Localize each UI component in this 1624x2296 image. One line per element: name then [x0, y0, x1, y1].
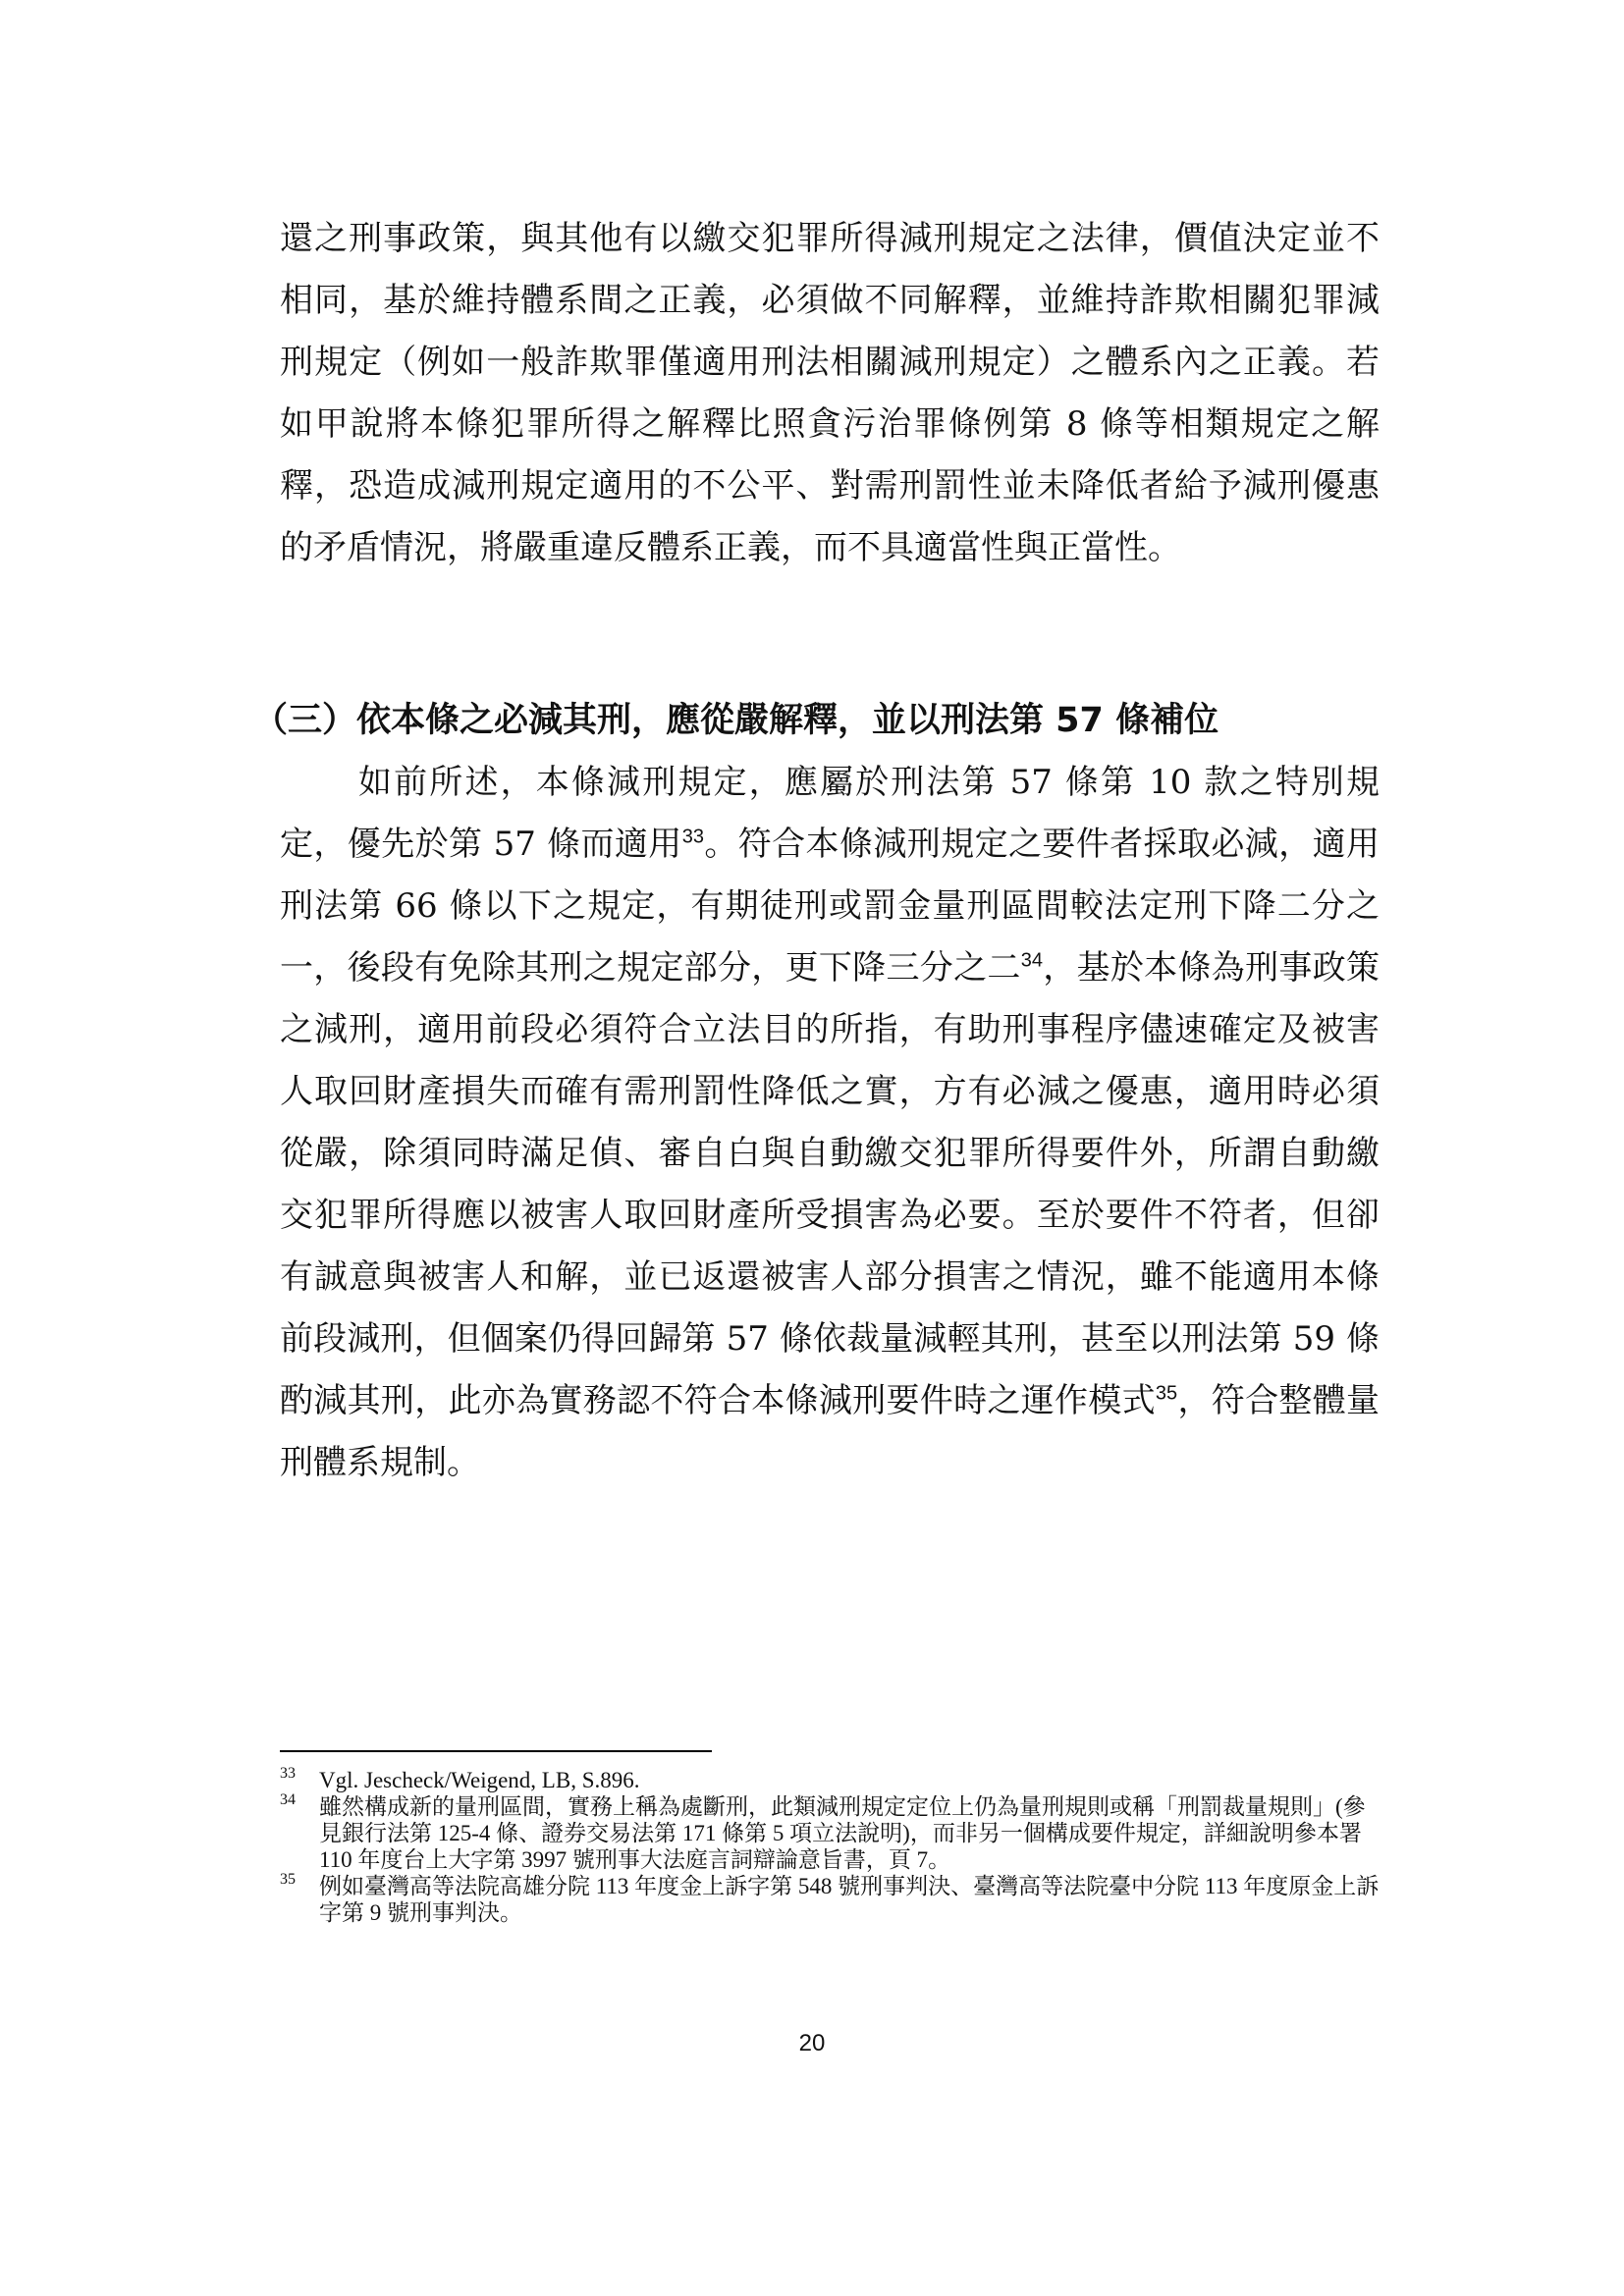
- footnote-ref-33[interactable]: 33: [681, 826, 704, 848]
- paragraph-text: ，符合整體量刑體系規制。: [280, 1381, 1380, 1482]
- body-paragraph: 還之刑事政策，與其他有以繳交犯罪所得減刑規定之法律，價值決定並不相同，基於維持體系間之正義，必須做不同解釋，並維持詐欺相關犯罪減刑規定（例如一般詐欺罪僅適用刑法相關減刑規定）之體系內之正義。若如甲說將本條犯罪所得之解釋比照貪污治罪條例第 8 條等相類規定之解釋，恐造成減刑規定適用的不公平、對需刑罰性並未降低者給予減刑優惠的矛盾情況，將嚴重違反體系正義，而不具適當性與正當性。: [280, 219, 1380, 567]
- paragraph-text: 。符合本條減刑規定之要件者採取必減，適用刑法第 66 條以下之規定，有期徒刑或罰金量刑區間較法定刑下降二分之一，後段有免除其刑之規定部分，更下降三分之二: [280, 825, 1380, 988]
- paragraph-text: ，基於本條為刑事政策之減刑，適用前段必須符合立法目的所指，有助刑事程序儘速確定及被害人取回財產損失而確有需刑罰性降低之實，方有必減之優惠，適用時必須從嚴，除須同時滿足偵、審自白與自動繳交犯罪所得要件外，所謂自動繳交犯罪所得應以被害人取回財產所受損害為必要。至於要件不符者，但卻有誠意與被害人和解，並已返還被害人部分損害之情況，雖不能適用本條前段減刑，但個案仍得回歸第 57 條依裁量減輕其刑，甚至以刑法第 59 條酌減其刑，此亦為實務認不符合本條減刑要件時之運作模式: [280, 948, 1380, 1420]
- footnote-text: Vgl. Jescheck/Weigend, LB, S.896.: [319, 1768, 640, 1792]
- page-number: 20: [798, 2030, 826, 2056]
- body-paragraph: [280, 752, 1380, 1494]
- section-heading: （三）依本條之必減其刑，應從嚴解釋，並以刑法第 57 條補位: [253, 701, 1219, 740]
- footnote-34: [280, 1793, 1380, 1873]
- footnote-text: 雖然構成新的量刑區間，實務上稱為處斷刑，此類減刑規定定位上仍為量刑規則或稱「刑罰裁量規則」(參見銀行法第 125-4 條、證券交易法第 171 條第 5 項立法說明)，而非另一個構成要件規定，詳細說明參本署 110 年度台上大字第 3997 號刑事大法庭言詞辯論意旨書，頁 7。: [319, 1794, 1366, 1872]
- paragraph-text: 如前所述，本條減刑規定，應屬於刑法第 57 條第 10 款之特別規定，優先於第 57 條而適用: [280, 763, 1380, 864]
- footnote-number: 34: [280, 1791, 296, 1808]
- footnote-number: 35: [280, 1871, 296, 1888]
- footnote-ref-34[interactable]: 34: [1020, 949, 1043, 972]
- footnote-number: 33: [280, 1765, 296, 1782]
- footnote-ref-35[interactable]: 35: [1155, 1382, 1178, 1405]
- footnote-text: 例如臺灣高等法院高雄分院 113 年度金上訴字第 548 號刑事判決、臺灣高等法院臺中分院 113 年度原金上訴字第 9 號刑事判決。: [319, 1874, 1380, 1925]
- footnote-33: [280, 1767, 1380, 1793]
- footnote-separator: [280, 1750, 712, 1752]
- footnotes: [280, 1767, 1380, 1926]
- footnote-35: [280, 1873, 1380, 1926]
